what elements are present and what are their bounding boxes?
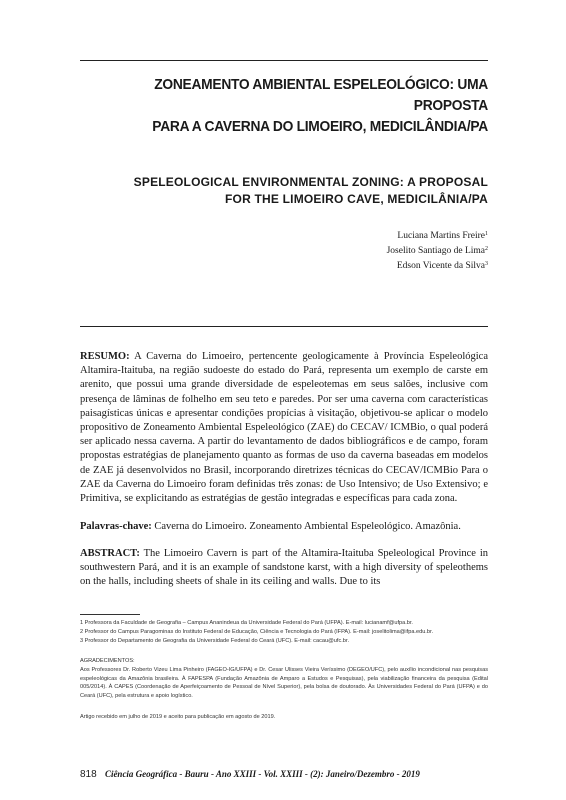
ack-text: Aos Professores Dr. Roberto Vizeu Lima Pinheiro (FAGEO-IG/UFPA) e Dr. Cesar Ulisses Vieira Veríssimo (DEGEO/UFC), pelo auxílio incondicional nas pesquisas espeleológicas da Amazônia brasileira. À FAPESPA (Fundação Amazônia de Amparo a Estudos e Pesquisas), pela viabilização financeira da pesquisa (Edital 005/2014). À CAPES (Coordenação de Aperfeiçoamento de Pessoal de Nível Superior), pela bolsa de doutorado. Às Universidades Federal do Pará (UFPA) e do Ceará (UFC), pela estrutura e apoio logístico. (80, 666, 488, 700)
journal-citation: Ciência Geográfica - Bauru - Ano XXIII - Vol. XXIII - (2): Janeiro/Dezembro - 2019 (104, 769, 420, 779)
resumo-label: RESUMO: (80, 351, 130, 362)
footnote-rule (80, 614, 140, 615)
author-list (80, 228, 488, 273)
title-english (80, 174, 488, 208)
abstract-paragraph (80, 547, 488, 590)
title-pt-line-2: PARA A CAVERNA DO LIMOEIRO, MEDICILÂNDIA/PA (152, 118, 489, 135)
section-rule (80, 326, 488, 327)
received-note: Artigo recebido em julho de 2019 e aceito para publicação em agosto de 2019. (80, 714, 276, 720)
author-3 (80, 258, 488, 273)
author-sup: 3 (485, 261, 488, 267)
author-name: Luciana Martins Freire (397, 231, 485, 241)
keywords-text: Caverna do Limoeiro. Zoneamento Ambiental Espeleológico. Amazônia. (154, 521, 461, 532)
author-name: Edson Vicente da Silva (396, 261, 485, 271)
author-1 (80, 228, 488, 243)
resumo-text: A Caverna do Limoeiro, pertencente geologicamente à Província Espeleológica Altamira-Itaituba, na região sudoeste do estado do Pará, representa um exemplo de carste em arenito, que possui uma grande diversidade de espeleotemas em seus salões, inclusive com presença de lâminas de folhelho em seu teto e paredes. Por ser uma caverna com características paisagísticas únicas e apresentar condições propícias à visitação, objetivou-se aplicar o modelo propositivo de Zoneamento Ambiental Espeleológico (ZAE) do CECAV/ ICMBio, o qual poderá ser aplicado nessa caverna. A partir do levantamento de dados bibliográficos e de campo, foram propostas estratégias de planejamento quanto as formas de uso da caverna baseadas em modelos de ZAE já desenvolvidos no Brasil, incorporando diretrizes técnicas do CECAV/ICMBio Para o ZAE da Caverna do Limoeiro foram definidas três zonas: de Uso Intensivo; de Uso Extensivo; e Primitiva, se explicitando as estratégias de gestão integradas e específicas para cada zona. (80, 351, 489, 505)
footnote-3: 3 Professor do Departamento de Geografia da Universidade Federal do Ceará (UFC). E-mail: cacau@ufc.br. (80, 637, 350, 644)
title-en-line-2: FOR THE LIMOEIRO CAVE, MEDICILÂNIA/PA (225, 192, 488, 206)
title-en-line-1: SPELEOLOGICAL ENVIRONMENTAL ZONING: A PROPOSAL (133, 175, 488, 189)
author-2 (80, 243, 488, 258)
abstract-text: The Limoeiro Cavern is part of the Altamira-Itaituba Speleological Province in southwestern Pará, and it is an example of sandstone karst, with a high diversity of speleothems on the halls, including sheets of shale in its ceiling and walls. Due to its (80, 548, 488, 588)
author-sup: 1 (485, 231, 488, 237)
keywords-paragraph (80, 520, 488, 534)
footnotes (80, 619, 488, 645)
resumo-paragraph (80, 350, 488, 506)
author-sup: 2 (485, 246, 488, 252)
acknowledgements (80, 657, 488, 701)
footnote-2: 2 Professor do Campus Paragominas do Instituto Federal de Educação, Ciência e Tecnologia do Pará (IFPA). E-mail: joselitolima@ifpa.edu.br. (80, 628, 434, 635)
footnote-1: 1 Professora da Faculdade de Geografia – Campus Ananindeua da Universidade Federal do Pará (UFPA). E-mail: lucianamf@ufpa.br. (80, 620, 413, 626)
abstract-label: ABSTRACT: (80, 548, 140, 559)
author-name: Joselito Santiago de Lima (386, 246, 485, 256)
title-portuguese (113, 74, 488, 137)
top-rule (80, 60, 488, 61)
page-footer (80, 768, 500, 781)
page-number: 818 (80, 769, 97, 780)
title-pt-line-1: ZONEAMENTO AMBIENTAL ESPELEOLÓGICO: UMA PROPOSTA (154, 76, 488, 114)
ack-heading: AGRADECIMENTOS: (80, 658, 135, 664)
keywords-label: Palavras-chave: (80, 521, 152, 532)
